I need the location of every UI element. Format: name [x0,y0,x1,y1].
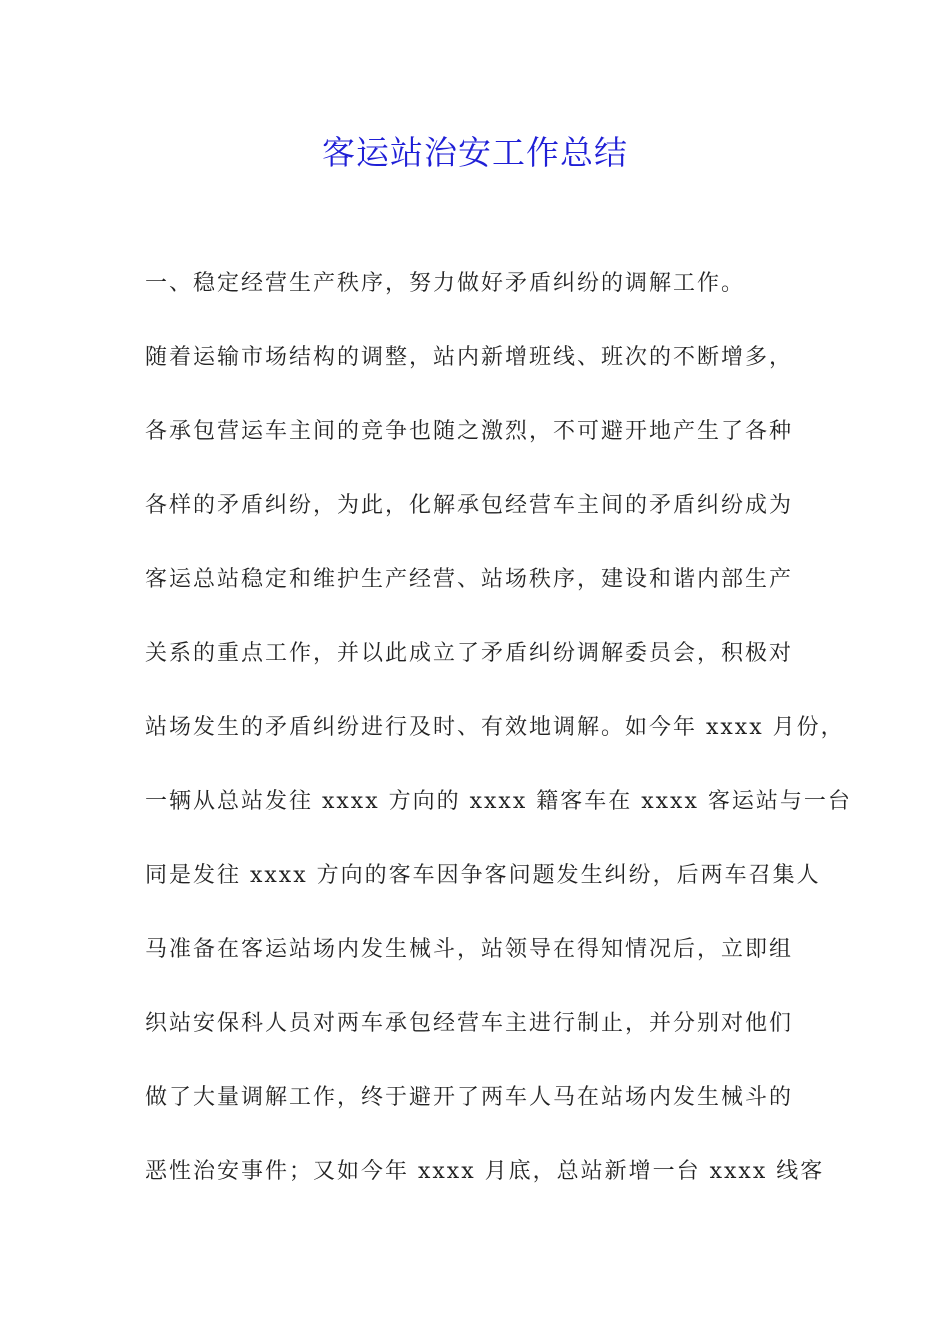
body-line: 随着运输市场结构的调整，站内新增班线、班次的不断增多， [145,345,794,370]
body-line: 各样的矛盾纠纷，为此，化解承包经营车主间的矛盾纠纷成为 [145,493,794,518]
body-line: 客运总站稳定和维护生产经营、站场秩序，建设和谐内部生产 [145,567,794,592]
body-line: 做了大量调解工作，终于避开了两车人马在站场内发生械斗的 [145,1085,794,1110]
body-line: 各承包营运车主间的竞争也随之激烈，不可避开地产生了各种 [145,419,794,444]
body-line: 同是发往 xxxx 方向的客车因争客问题发生纠纷，后两车召集人 [145,863,821,888]
body-line: 一、稳定经营生产秩序，努力做好矛盾纠纷的调解工作。 [145,271,746,296]
body-line: 马准备在客运站场内发生械斗，站领导在得知情况后，立即组 [145,937,794,962]
body-line: 关系的重点工作，并以此成立了矛盾纠纷调解委员会，积极对 [145,641,794,666]
document-body [145,262,852,1224]
document-title: 客运站治安工作总结 [322,133,628,172]
body-line: 织站安保科人员对两车承包经营车主进行制止，并分别对他们 [145,1011,794,1036]
body-line: 一辆从总站发往 xxxx 方向的 xxxx 籍客车在 xxxx 客运站与一台 [145,789,852,814]
body-line: 恶性治安事件；又如今年 xxxx 月底，总站新增一台 xxxx 线客 [145,1159,825,1184]
body-line: 站场发生的矛盾纠纷进行及时、有效地调解。如今年 xxxx 月份， [145,715,845,740]
